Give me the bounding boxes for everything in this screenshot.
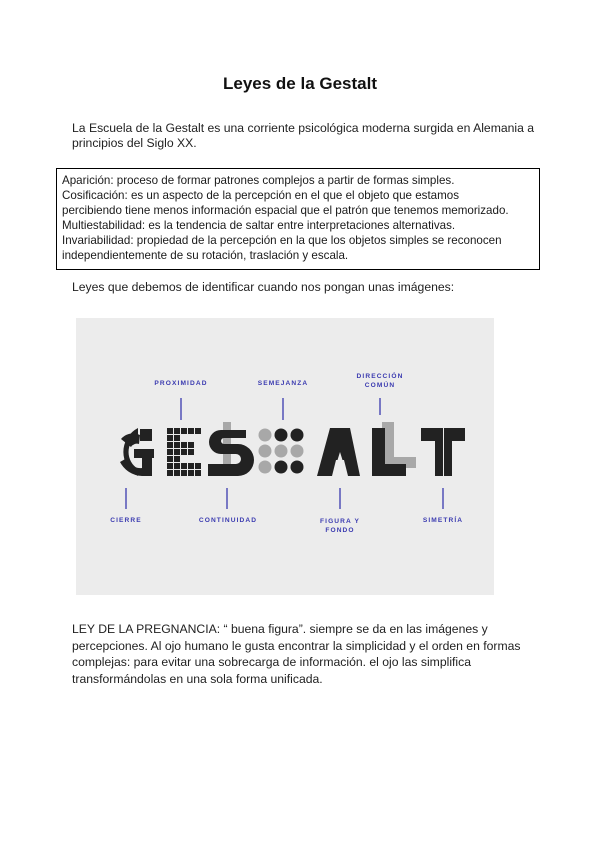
label-continuidad: CONTINUIDAD	[198, 517, 258, 524]
label-figura-1: FIGURA Y	[320, 518, 360, 525]
gestalt-figure	[76, 318, 494, 595]
definition-line: Aparición: proceso de formar patrones complejos a partir de formas simples.	[62, 174, 455, 187]
label-semejanza: SEMEJANZA	[257, 380, 309, 387]
letter-s	[208, 422, 254, 476]
letter-l	[372, 422, 416, 476]
intro-paragraph: La Escuela de la Gestalt es una corriente psicológica moderna surgida en Alemania a principios del Siglo XX.	[72, 121, 535, 150]
page-title: Leyes de la Gestalt	[222, 74, 378, 93]
pregnancia-paragraph: LEY DE LA PREGNANCIA: “ buena figura”. siempre se da en las imágenes y percepciones. Al ojo humano le gusta encontrar la simplicidad y el orden en formas complejas: para evitar una sobrecarga de información. el ojo las simplifica transformándolas en una sola forma unificada.	[72, 622, 521, 686]
letter-t	[421, 428, 465, 476]
letter-t-circles	[259, 429, 304, 474]
definition-line: Multiestabilidad: es la tendencia de saltar entre interpretaciones alternativas.	[62, 219, 456, 233]
letter-e	[167, 428, 201, 476]
label-direccion-2: COMÚN	[364, 382, 396, 389]
definitions-box	[56, 168, 540, 270]
definition-line: percibiendo tiene menos información espacial que el patrón que tenemos memorizado.	[62, 204, 509, 218]
label-figura-2: FONDO	[325, 527, 355, 534]
laws-intro: Leyes que debemos de identificar cuando nos pongan unas imágenes:	[72, 280, 455, 294]
label-cierre: CIERRE	[110, 517, 142, 524]
letter-a	[317, 428, 360, 476]
label-proximidad: PROXIMIDAD	[154, 380, 208, 387]
label-simetria: SIMETRÍA	[422, 517, 464, 524]
definition-line: Cosificación: es un aspecto de la percepción en el que el objeto que estamos	[62, 189, 460, 203]
letter-g	[120, 428, 154, 476]
label-direccion-1: DIRECCIÓN	[356, 373, 404, 380]
gestalt-illustration	[76, 318, 494, 595]
definition-line: Invariabilidad: propiedad de la percepción en la que los objetos simples se reconocen	[62, 234, 502, 248]
definition-line: independientemente de su rotación, traslación y escala.	[62, 249, 349, 263]
